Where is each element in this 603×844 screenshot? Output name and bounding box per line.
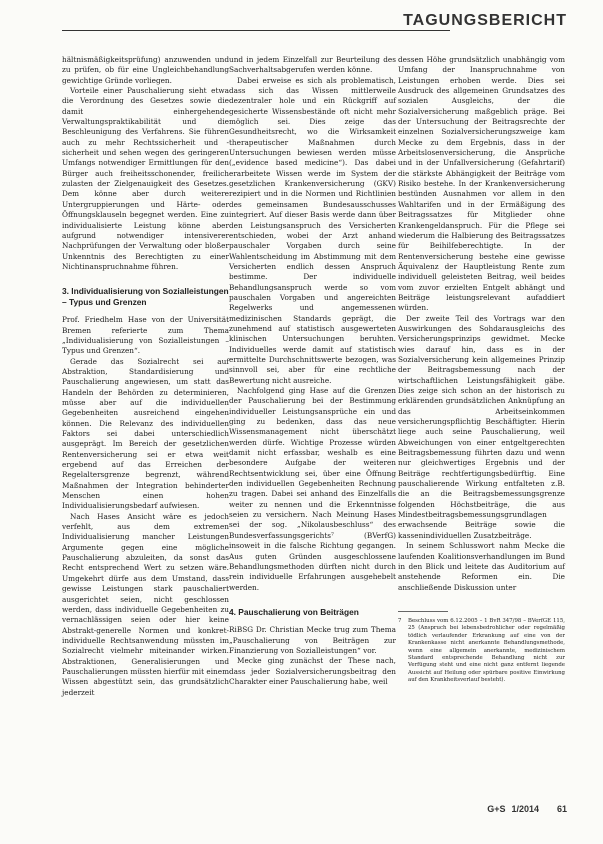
footnote-number: 7 <box>398 617 402 624</box>
paragraph: RiBSG Dr. Christian Mecke trug zum Thema „Pauschalierung von Beiträgen zur Finanzierung von Sozialleistungen“ vor. <box>229 625 396 656</box>
issue-number: 1/2014 <box>511 804 539 814</box>
footnote-divider <box>398 611 448 612</box>
paragraph: Gerade das Sozialrecht sei auf Abstraktion, Standardisierung und Pauschalierung angewiesen, um statt das Handeln der Behörden zu determinieren, müsse aber auf die individuellen Gegebenheiten ausreichend eingehen können. Die Relevanz des individuellen Faktors sei dabei unterschiedlich ausgeprägt. Im Bereich der gesetzlichen Rentenversicherung sei er etwa weit ergebend auf das Erreichen der Regelaltersgrenze begrenzt, während Maßnahmen der Integration behinderter Menschen einen hohen Individualisierungsbedarf aufwiesen. <box>62 356 229 511</box>
section-heading-4: 4. Pauschalierung von Beiträgen <box>229 606 359 617</box>
paragraph: hältnismäßigkeitsprüfung) anzuwenden und zu prüfen, ob für eine Ungleichbehandlung gewichtige Gründe vorliegen. <box>62 55 229 85</box>
paragraph: Nachfolgend ging Hase auf die Grenzen der Pauschalierung bei der Bestimmung individueller Leistungsansprüche ein und ging zu bedenken, dass das neue Wissensmanagement nicht überschätzt werden dürfe. Wichtige Prozesse würden damit nicht erfassbar, weshalb es eine besondere Aufgabe der weiteren Rechtsentwicklung sei, über eine Öffnung den individuellen Gegebenheiten Rechnung zu tragen. Dabei sei anhand des Einzelfalls weiter zu nennen und die Erkenntnisse seien zu versichern. Nach Meinung Hases sei der sog. „Nikolausbeschluss“ des Bundesverfassungsgerichts⁷ (BVerfG) insoweit in die falsche Richtung gegangen. Aus guten Gründen ausgeschlossene Behandlungsmethoden dürften nicht durch rein individuelle Erfahrungen ausgehebelt werden. <box>229 386 396 592</box>
journal-name: G+S <box>487 804 506 814</box>
paragraph: Nach Hases Ansicht wäre es jedoch verfehlt, aus dem extremen Individualisierung mancher Leistungen Argumente gegen eine mögliche Pauschalierung abzuleiten, da sonst das Recht entsprechend Wert zu setzen wäre. Umgekehrt dürfe aus dem Umstand, dass gewisse Leistungen stark pauschaliert ausgerichtet seien, nicht geschlossen werden, dass individuelle Gegebenheiten zu vernachlässigen seien oder hier keine Abstrakt-generelle Normen und konkret-individuelle Rechtsanwendung müssten im Sozialrecht vielmehr miteinander wirken. Abstraktionen, Generalisierungen und Pauschalierungen müssten hierfür mit einem Wissen abgestützt sein, das grundsätzlich jederzeit <box>62 511 229 697</box>
paragraph: Dabei erweise es sich als problematisch, dass sich das Wissen mittlerweile dezentraler hole und ein Rückgriff auf gesicherte Wissensbestände oft nicht mehr möglich sei. Dies zeige das Gesundheitsrecht, wo die Wirksamkeit therapeutischer Maßnahmen durch Untersuchungen bewiesen werden müsse („evidence based medicine“). Das dabei erarbeitete Wissen werde im System der gesetzlichen Krankenversicherung (GKV) rezipiert und in die Normen und Richtlinien des gemeinsamen Bundesausschusses integriert. Auf dieser Basis werde dann über den Leistungsanspruch des Versicherten entschieden, wobei der Arzt anhand pauschaler Vorgaben durch seine Wahlentscheidung im Abstimmung mit dem Versicherten endlich dessen Anspruch bestimme. Der individuelle Behandlungsanspruch werde so vom pauschalen Vorgaben und angereichten Regelwerks und angemessenen medizinischen Standards geprägt, die zunehmend auf statistisch ausgewerteten klinischen Untersuchungen beruhten. Individuelles werde damit auf statistisch ermittelte Durchschnittswerte bezogen, was sinnvoll sei, aber für eine rechtliche Bewertung nicht ausreiche. <box>229 75 396 385</box>
header-rule <box>62 30 450 31</box>
text-column-2 <box>229 55 396 687</box>
section-heading-3: 3. Individualisierung von Sozialleistungen – Typus und Grenzen <box>62 286 229 307</box>
paragraph: Der zweite Teil des Vortrags war den Auswirkungen des Sohdarausgleichs des Versicherungsprinzips gewidmet. Mecke wies darauf hin, dass es in der Sozialversicherung kein allgemeines Prinzip der Beitragsbemessung nach der wirtschaftlichen Leistungsfähigkeit gäbe. Dies zeige sich schon an der historisch zu erklärenden grundsätzlichen Anknüpfung an das Arbeitseinkommen versicherungspflichtig Beschäftigter. Hierin liege auch seine Pauschalierung, weil Abweichungen von einer entgeltgerechten Beitragsbemessung führten dazu und wenn nur gleichwertiges Ergebnis und der Beiträge rechtfertigungsbedürftig. Eine pauschalierende Wirkung entfalteten z.B. die an die Beitragsbemessungsgrenze folgenden Höchstbeiträge, die aus Mindestbeitragsbemessungsgrundlagen erwachsende Beiträge sowie die kassenindividuellen Zusatzbeiträge. <box>398 313 565 540</box>
section-title: TAGUNGSBERICHT <box>403 12 567 29</box>
footnote <box>398 618 565 685</box>
paragraph: Prof. Friedhelm Hase von der Universität Bremen referierte zum Thema „Individualisierung von Sozialleistungen – Typus und Grenzen“. <box>62 315 229 356</box>
paragraph: In seinem Schlusswort nahm Mecke die laufenden Koalitionsverhandlungen im Bund in den Blick und leitete das Auditorium auf anstehende Reformen ein. Die anschließende Diskussion unter <box>398 541 565 592</box>
page-footer <box>481 804 567 814</box>
text-column-3 <box>398 55 565 685</box>
paragraph: Mecke ging zunächst der These nach, dass jeder Sozialversicherungsbeitrag den Charakter einer Pauschalierung habe, weil <box>229 656 396 687</box>
page-number: 61 <box>556 804 567 814</box>
paragraph: und in jedem Einzelfall zur Beurteilung des Sachverhaltsabgerufen werden könne. <box>229 55 396 75</box>
paragraph: dessen Höhe grundsätzlich unabhängig vom Umfang der Inanspruchnahme von Leistungen erhoben werde. Dies sei Ausdruck des allgemeinen Grundsatzes des sozialen Ausgleichs, der die Sozialversicherung maßgeblich präge. Bei der Untersuchung der Beitragsrechte der einzelnen Sozialversicherungszweige kam Mecke zu dem Ergebnis, dass in der Arbeitslosenversicherung, die Ansprüche und in der Unfallversicherung (Gefahrtarif) die stärkste Abhängigkeit der Beiträge vom Risiko bestehe. In der Krankenversicherung bestünden Ausnahmen vor allem in den Wahltarifen und in der Ermäßigung des Beitragssatzes für Mitglieder ohne Krankengeldanspruch. Für die Pflege sei wiederum die Halbierung des Beitragssatzes für Beihilfeberechtigte. In der Rentenversicherung bestehe eine gewisse Äquivalenz der Hauptleistung Rente zum individuell geleisteten Beitrag, weil beides vom zuvor erzielten Entgelt abhängt und Beiträge leistungsrelevant aufaddiert würden. <box>398 55 565 313</box>
text-column-1 <box>62 55 229 698</box>
paragraph: Vorteile einer Pauschalierung sieht etwa die Verordnung des Gesetzes sowie die damit einhergehende Verwaltungspraktikabilität und die Beschleunigung des Verfahrens. Sie führen auch zu mehr Rechtssicherheit und -sicherheit und sehen wegen des geringeren Umfangs notwendiger Ermittlungen für den Bürger auch freiheitsschonender, freilich zulasten der Zielgenauigkeit des Gesetzes. Dem könne aber durch weitere Untergruppierungen und Härte- oder Öffnungsklauseln begegnet werden. Eine zu individualisierte Leistung könne aber aufgrund notwendiger intensiverer Nachprüfungen der Verwaltung oder bloßer Unkenntnis des Berechtigten zu einer Nichtinanspruchnahme führen. <box>62 86 229 271</box>
footnote-text: Beschluss vom 6.12.2005 – 1 BvR 347/98 – BVerfGE 115, 25 (Anspruch bei lebensbedrohlicher oder regelmäßig tödlich verlaufender Erkrankung auf eine von der Krankenkasse nicht anerkannte Behandlungsmethode, wenn eine allgemein anerkannte, medizinischem Standard entsprechende Behandlung nicht zur Verfügung steht und eine nicht ganz entfernt liegende Aussicht auf Heilung oder spürbare positive Einwirkung auf den Krankheitsverlauf besteht). <box>408 617 565 684</box>
